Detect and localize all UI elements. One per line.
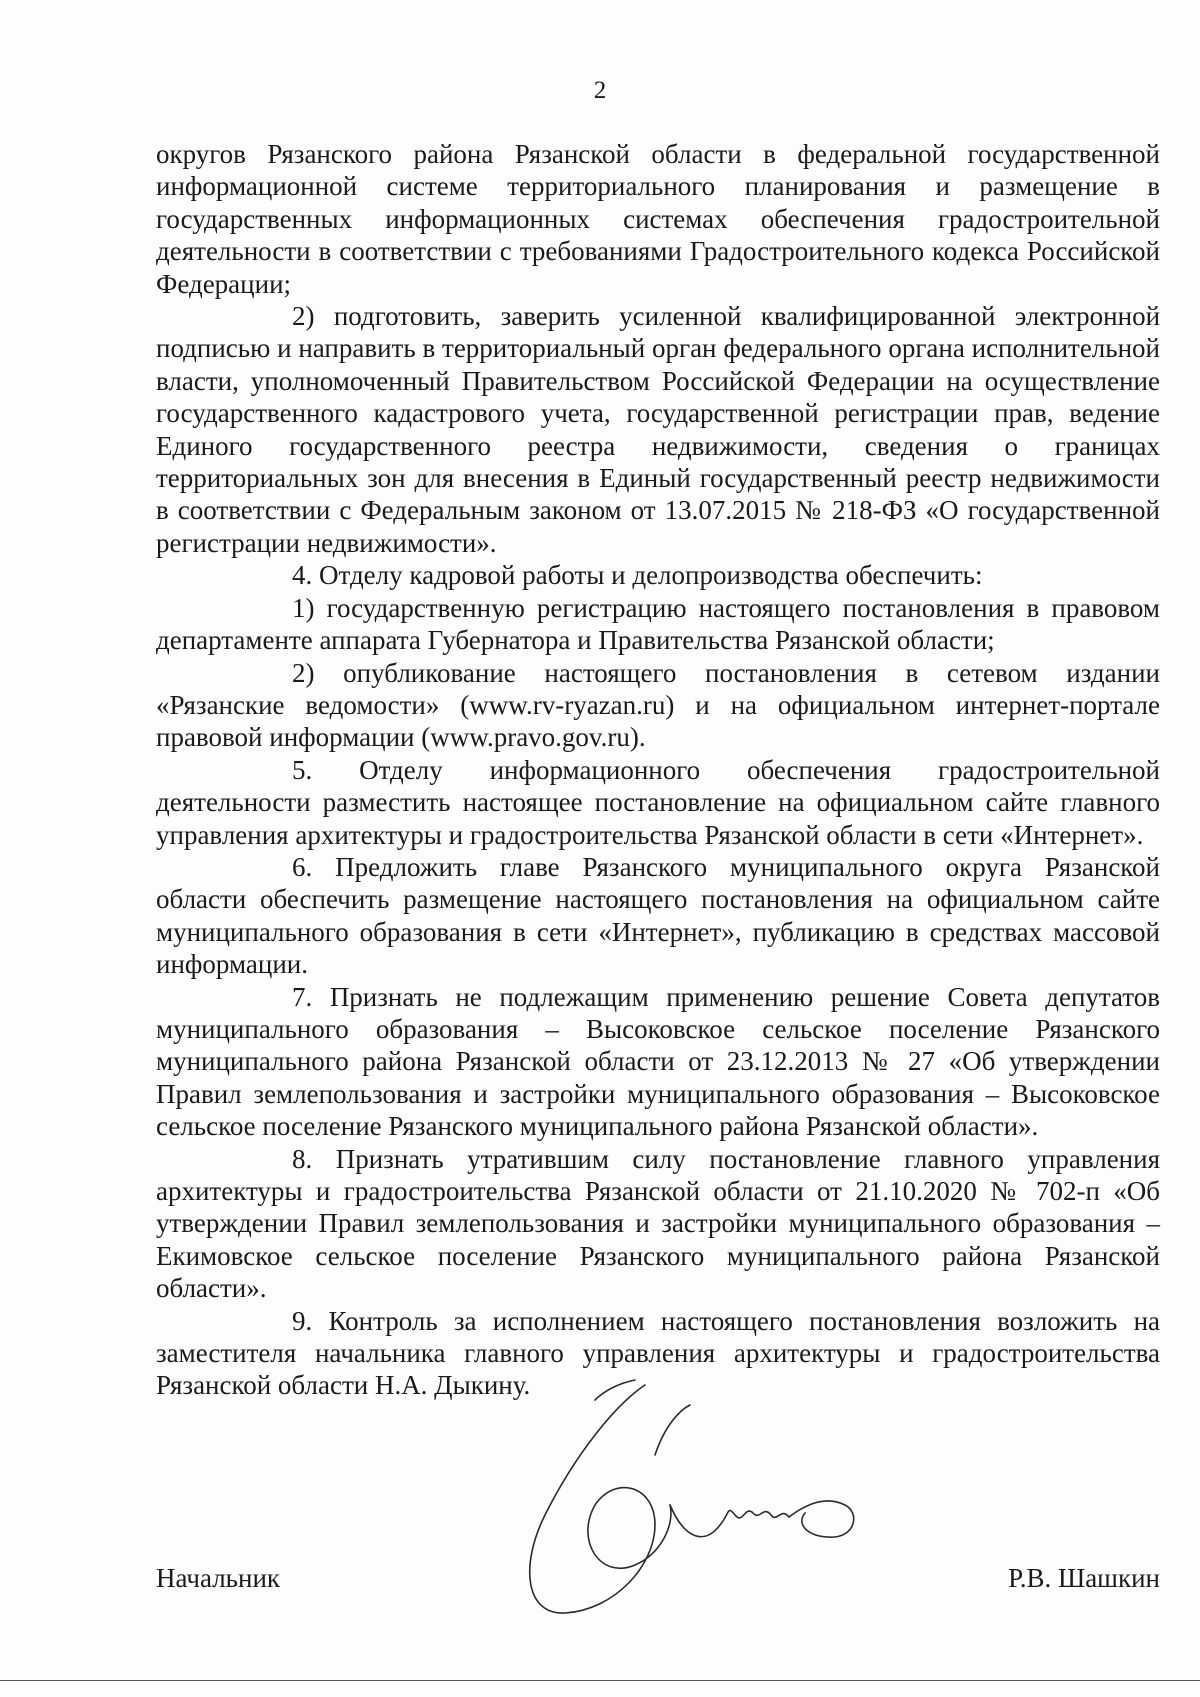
- paragraph-number: 9.: [292, 1305, 313, 1336]
- paragraph-text: Контроль за исполнением настоящего постановления возложить на заместителя начальника главного управления архитектуры и градостроительства Рязанской области Н.А. Дыкину.: [156, 1305, 1161, 1401]
- paragraph-number: 6.: [292, 851, 313, 882]
- signatory-title: Начальник: [156, 1563, 281, 1593]
- paragraph-number: 8.: [292, 1143, 313, 1174]
- document-body: [156, 138, 1160, 1402]
- signatory-name: Р.В. Шашкин: [1008, 1563, 1160, 1593]
- paragraph: [156, 754, 1160, 851]
- paragraph-number: 5.: [292, 754, 313, 785]
- handwritten-signature: [505, 1365, 885, 1635]
- paragraph-text: государственную регистрацию настоящего постановления в правовом департаменте аппарата Губернатора и Правительства Рязанской области;: [156, 592, 1161, 656]
- paragraph: [156, 138, 1160, 300]
- page-number: 2: [593, 77, 607, 104]
- page-bottom-edge: [0, 1680, 1200, 1681]
- paragraph-number: 4.: [292, 560, 313, 591]
- paragraph-number: 1): [292, 592, 315, 623]
- paragraph: [156, 559, 1160, 591]
- paragraph: [156, 657, 1160, 754]
- paragraph-text: подготовить, заверить усиленной квалифицированной электронной подписью и направить в территориальный орган федерального органа исполнительной власти, уполномоченный Правительством Российской Федерации на осуществление государственного кадастрового учета, государственной регистрации прав, ведение Единого государственного реестра недвижимости, сведения о границах территориальных зон для внесения в Единый государственный реестр недвижимости в соответствии с Федеральным законом от 13.07.2015 № 218-ФЗ «О государственной регистрации недвижимости».: [156, 301, 1161, 558]
- paragraph-text: Признать не подлежащим применению решение Совета депутатов муниципального образования – Высоковское сельское поселение Рязанского муниципального района Рязанской области от 23.12.2013 № 27 «Об утверждении Правил землепользования и застройки муниципального образования – Высоковское сельское поселение Рязанского муниципального района Рязанской области».: [156, 981, 1160, 1142]
- paragraph: [156, 1143, 1160, 1305]
- paragraph-text: Предложить главе Рязанского муниципального округа Рязанской области обеспечить размещение настоящего постановления на официальном сайте муниципального образования в сети «Интернет», публикацию в средствах массовой информации.: [156, 851, 1161, 980]
- paragraph-text: Признать утратившим силу постановление главного управления архитектуры и градостроительства Рязанской области от 21.10.2020 № 702-п «Об утверждении Правил землепользования и застройки муниципального образования – Екимовское сельское поселение Рязанского муниципального района Рязанской области».: [156, 1143, 1160, 1304]
- paragraph: [156, 592, 1160, 657]
- paragraph-text: опубликование настоящего постановления в сетевом издании «Рязанские ведомости» (www.rv-ryazan.ru) и на официальном интернет-портале правовой информации (www.pravo.gov.ru).: [156, 657, 1161, 753]
- paragraph: [156, 851, 1160, 981]
- paragraph-number: 2): [292, 657, 315, 688]
- paragraph-text: Отделу кадровой работы и делопроизводства обеспечить:: [319, 560, 983, 591]
- paragraph-text: Отделу информационного обеспечения градостроительной деятельности разместить настоящее постановление на официальном сайте главного управления архитектуры и градостроительства Рязанской области в сети «Интернет».: [156, 754, 1160, 850]
- paragraph-number: 7.: [292, 981, 313, 1012]
- paragraph: [156, 300, 1160, 559]
- paragraph-text: округов Рязанского района Рязанской области в федеральной государственной информационной системе территориального планирования и размещение в государственных информационных системах обеспечения градостроительной деятельности в соответствии с требованиями Градостроительного кодекса Российской Федерации;: [156, 139, 1160, 299]
- paragraph-number: 2): [292, 301, 315, 332]
- paragraph: [156, 981, 1160, 1143]
